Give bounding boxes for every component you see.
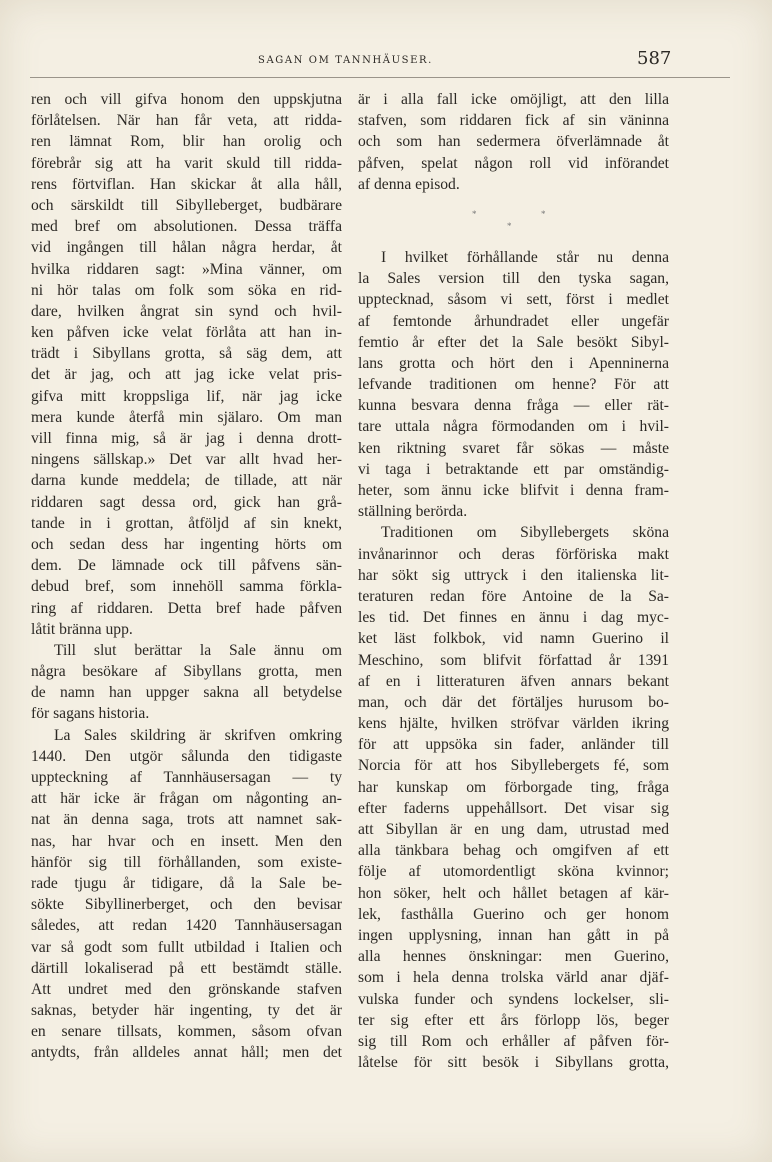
- text-line: mera kunde återfå min själaro. Om man: [31, 408, 342, 426]
- text-line: är i alla fall icke omöjligt, att den lilla: [358, 91, 669, 108]
- text-line: I hvilket förhållande står nu denna: [381, 248, 669, 266]
- header-rule: [30, 77, 730, 78]
- text-line: påfven, spelat någon roll vid införandet: [358, 154, 669, 172]
- text-line: alla tänkbara behag och omgifven af ett: [358, 842, 669, 860]
- text-line: låtit bränna upp.: [31, 620, 133, 638]
- text-line: ter sig efter ett års förlopp lös, beger: [358, 1011, 669, 1029]
- text-line: för att uppsöka sin fader, anländer till: [358, 736, 669, 754]
- text-line: Norcia för att hos Sibyllebergets fé, som: [358, 757, 669, 775]
- text-line: les tid. Det finnes en ännu i dag myc-: [358, 609, 669, 627]
- separator-star: *: [472, 208, 477, 219]
- text-line: således, att redan 1420 Tannhäusersagan: [31, 917, 342, 935]
- text-line: har kunskap om förborgade ting, fråga: [358, 778, 669, 796]
- text-line: af denna episod.: [358, 175, 460, 193]
- text-line: en senare tillsats, kommen, såsom ofvan: [31, 1023, 342, 1041]
- text-line: dare, hvilken ångrat sin synd och hvil-: [31, 302, 342, 320]
- text-line: förlåtelsen. När han får veta, att ridda-: [31, 112, 342, 130]
- text-line: tare uttala några förmodanden om i hvil-: [358, 418, 669, 436]
- text-line: vi taga i betraktande ett par omständig-: [358, 460, 669, 478]
- text-line: sökte Sibyllinerberget, och den bevisar: [31, 896, 342, 914]
- text-line: vulska funder och syndens lockelser, sli-: [358, 990, 669, 1008]
- text-line: hvilka riddaren sagt: »Mina vänner, om: [31, 260, 342, 278]
- text-line: att Sibyllan är en ung dam, utrustad med: [358, 821, 669, 838]
- text-line: la Sales version till den tyska sagan,: [358, 270, 669, 288]
- text-line: rade tjugu år tidigare, då la Sale be-: [31, 874, 342, 892]
- text-line: upptecknad, såsom vi sett, först i medlet: [358, 291, 669, 309]
- text-line: debud bref, som innehöll samma förkla-: [31, 578, 342, 596]
- text-line: rens förtviflan. Han skickar åt alla håll,: [31, 175, 342, 193]
- text-line: ren lämnat Rom, blir han orolig och: [31, 133, 342, 151]
- text-line: ställning berörda.: [358, 503, 468, 521]
- text-line: stafven, som riddaren fick af sin väninna: [358, 112, 669, 130]
- text-line: ningens sällskap.» Det var allt hvad her-: [31, 451, 342, 469]
- text-line: Att undret med den grönskande stafven: [31, 980, 342, 998]
- text-line: det är jag, och att jag icke velat pris-: [31, 366, 342, 384]
- text-line: antydts, från alldeles annat håll; men det: [31, 1044, 342, 1062]
- text-line: lefvande traditionen om henne? För att: [358, 376, 669, 394]
- text-line: af femtonde århundradet eller ungefär: [358, 312, 669, 330]
- text-line: ni hör talas om folk som söka en rid-: [31, 281, 342, 299]
- text-line: ket läst folkbok, vid namn Guerino il: [358, 630, 669, 648]
- text-line: La Sales skildring är skrifven omkring: [54, 726, 342, 744]
- text-line: darna kunde meddela; de tillade, att när: [31, 472, 342, 490]
- text-line: ken riktning svaret får sökas — måste: [358, 439, 669, 457]
- text-line: att här icke är frågan om någonting an-: [31, 790, 342, 808]
- text-line: för sagans historia.: [31, 705, 150, 723]
- text-line: man, och där det förtäljes hurusom bo-: [358, 693, 669, 711]
- text-line: som i hela denna trolska värld anar djäf-: [358, 969, 669, 987]
- text-line: nas, har hvar och en insett. Men den: [31, 832, 342, 850]
- text-line: alla hennes önskningar: men Guerino,: [358, 948, 669, 966]
- separator-star: *: [507, 220, 512, 231]
- text-line: gifva mitt kroppsliga lif, när jag icke: [31, 387, 342, 405]
- text-line: och sedan dess har ingenting hörts om: [31, 535, 342, 553]
- text-line: heter, som ännu icke blifvit i denna fram-: [358, 482, 669, 499]
- text-line: lek, fasthålla Guerino och ger honom: [358, 905, 669, 923]
- text-line: lans grotta och hört den i Apenninerna: [358, 354, 669, 372]
- right-column: [358, 89, 669, 1073]
- running-title: SAGAN OM TANNHÄUSER.: [258, 55, 433, 66]
- text-line: hänför sig till förhållanden, som existe-: [31, 853, 342, 871]
- text-line: kens hjälte, hvilken ströfvar världen ikring: [358, 715, 669, 733]
- page-number: 587: [637, 48, 672, 69]
- text-line: tande in i grottan, åtföljd af sin knekt,: [31, 514, 342, 532]
- right-column-top-paragraph: [358, 89, 669, 195]
- text-line: Meschino, som blifvit författad år 1391: [358, 651, 669, 669]
- text-line: teraturen redan före Antoine de la Sa-: [358, 587, 669, 605]
- text-line: kunna besvara denna fråga — eller rät-: [358, 397, 669, 415]
- text-line: ren och vill gifva honom den uppskjutna: [31, 91, 342, 108]
- text-line: Till slut berättar la Sale ännu om: [54, 641, 342, 659]
- text-line: var så godt som fullt utbildad i Italien och: [31, 938, 342, 956]
- text-line: har sökt sig uttryck i den italienska lit-: [358, 566, 669, 584]
- text-line: de namn han uppger sakna all betydelse: [31, 684, 342, 702]
- text-line: invånarinnor och deras förföriska makt: [358, 545, 669, 563]
- text-line: nat än denna saga, trots att namnet sak-: [31, 811, 342, 829]
- text-line: efter faderns uppehållsort. Det visar sig: [358, 799, 669, 817]
- text-line: riddaren sagt dessa ord, gick han grå-: [31, 493, 342, 511]
- text-line: uppteckning af Tannhäusersagan — ty: [31, 769, 342, 786]
- text-line: och särskildt till Sibylleberget, budbärare: [31, 196, 342, 214]
- text-line: hon söker, helt och hållet betagen af kär-: [358, 884, 669, 902]
- text-line: med bref om absolutionen. Dessa träffa: [31, 218, 342, 236]
- separator-star: *: [541, 208, 546, 219]
- text-line: saknas, betyder här ingenting, ty det är: [31, 1002, 342, 1020]
- text-line: ken påfven icke velat förlåta att han in-: [31, 324, 342, 342]
- page-header: [30, 50, 740, 80]
- text-line: Traditionen om Sibyllebergets sköna: [381, 524, 669, 542]
- text-line: ingen upplysning, innan han gått in på: [358, 926, 669, 944]
- text-line: 1440. Den utgör sålunda den tidigaste: [31, 747, 342, 765]
- text-line: ring af riddaren. Detta bref hade påfven: [31, 599, 342, 617]
- text-line: dem. De lämnade ock till påfvens sän-: [31, 557, 342, 575]
- right-column-bottom-paragraphs: [358, 247, 669, 1073]
- text-line: några besökare af Sibyllans grotta, men: [31, 663, 342, 681]
- section-separator: [358, 195, 669, 237]
- text-line: och som han sedermera öfverlämnade åt: [358, 133, 669, 151]
- text-line: vill finna mig, så är jag i denna drott-: [31, 430, 342, 447]
- text-line: af en i litteraturen äfven annars bekant: [358, 672, 669, 690]
- text-line: låtelse för sitt besök i Sibyllans grotta,: [358, 1054, 669, 1072]
- text-line: vid ingången till hålan några herdar, åt: [31, 239, 342, 257]
- section-gap: [358, 237, 669, 247]
- text-line: trädt i Sibyllans grotta, så säg dem, att: [31, 345, 342, 363]
- text-line: förebrår sig att ha varit skuld till ridda-: [31, 154, 342, 172]
- text-line: sig till Rom och erhåller af påfven för-: [358, 1032, 669, 1050]
- text-line: följe af utomordentligt sköna kvinnor;: [358, 863, 669, 881]
- text-line: därtill lokaliserad på ett bestämdt ställe.: [31, 959, 342, 977]
- left-column: [31, 89, 342, 1064]
- text-line: femtio år efter det la Sale besökt Sibyl-: [358, 333, 669, 351]
